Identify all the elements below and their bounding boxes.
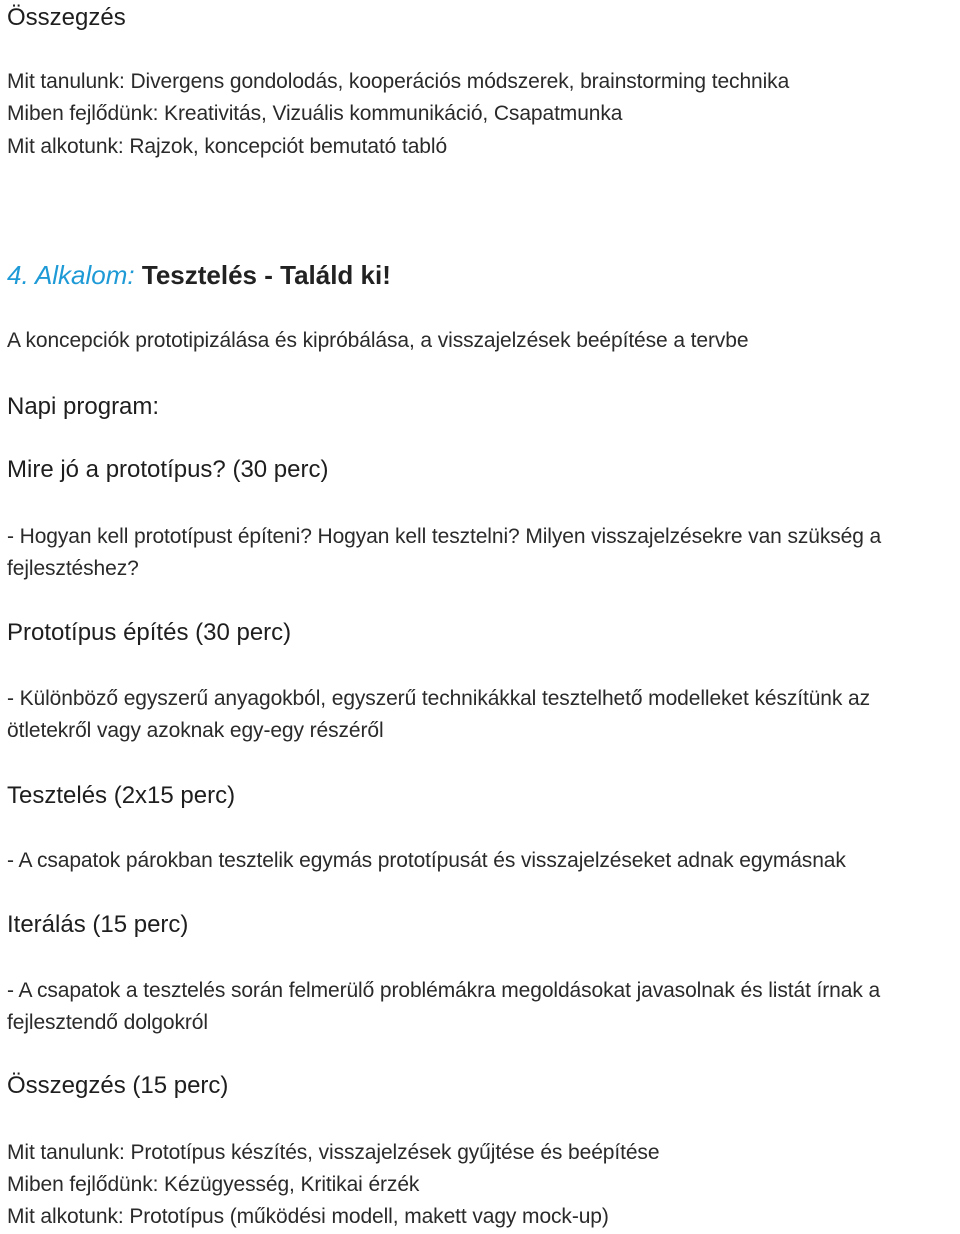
session-heading — [7, 260, 391, 291]
summary-heading: Összegzés — [7, 4, 126, 31]
section-title: Összegzés (15 perc) — [7, 1072, 229, 1099]
summary-develop-line: Miben fejlődünk: Kreativitás, Vizuális kommunikáció, Csapatmunka — [7, 102, 623, 125]
section-title: Iterálás (15 perc) — [7, 911, 189, 938]
session-title: Tesztelés - Találd ki! — [141, 260, 391, 290]
section-text-line: - Hogyan kell prototípust építeni? Hogyan kell tesztelni? Milyen visszajelzésekre van szükség a — [7, 525, 882, 548]
summary-learn-line: Mit tanulunk: Divergens gondolodás, kooperációs módszerek, brainstorming technika — [7, 70, 790, 93]
section-text-line: Mit tanulunk: Prototípus készítés, visszajelzések gyűjtése és beépítése — [7, 1141, 660, 1164]
section-text-line: - A csapatok párokban tesztelik egymás prototípusát és visszajelzéseket adnak egymásnak — [7, 849, 846, 872]
section-text-line: fejlesztéshez? — [7, 557, 139, 580]
program-heading: Napi program: — [7, 393, 160, 420]
section-text-line: - A csapatok a tesztelés során felmerülő problémákra megoldásokat javasolnak és listát írnak a — [7, 979, 881, 1002]
section-title: Tesztelés (2x15 perc) — [7, 782, 236, 809]
section-title: Prototípus építés (30 perc) — [7, 619, 292, 646]
session-description: A koncepciók prototipizálása és kipróbálása, a visszajelzések beépítése a tervbe — [7, 329, 749, 352]
session-number-label: 4. Alkalom: — [7, 260, 135, 290]
section-text-line: Miben fejlődünk: Kézügyesség, Kritikai érzék — [7, 1173, 420, 1196]
section-text-line: fejlesztendő dolgokról — [7, 1011, 208, 1034]
section-title: Mire jó a prototípus? (30 perc) — [7, 456, 329, 483]
summary-create-line: Mit alkotunk: Rajzok, koncepciót bemutató tabló — [7, 135, 448, 158]
section-text-line: ötletekről vagy azoknak egy-egy részéről — [7, 719, 384, 742]
section-text-line: Mit alkotunk: Prototípus (működési modell, makett vagy mock-up) — [7, 1205, 609, 1228]
section-text-line: - Különböző egyszerű anyagokból, egyszerű technikákkal tesztelhető modelleket készítünk az — [7, 687, 870, 710]
